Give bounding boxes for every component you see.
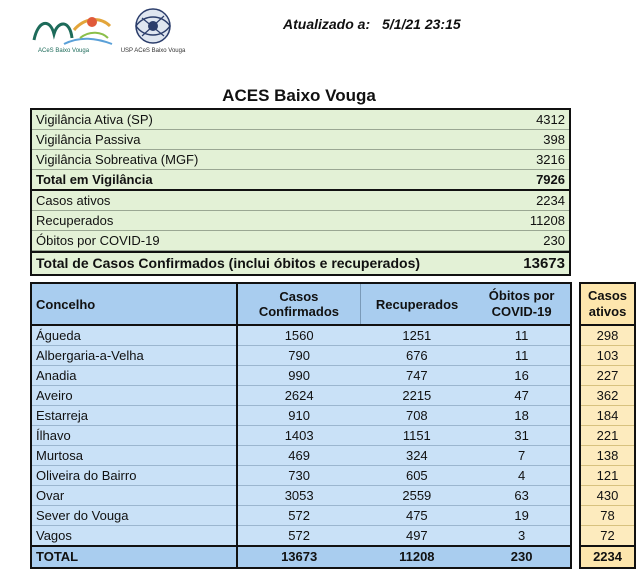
cell-obitos: 16 xyxy=(474,366,571,386)
summary-label: Vigilância Sobreativa (MGF) xyxy=(36,152,199,167)
total-obitos: 230 xyxy=(474,546,571,568)
summary-value: 2234 xyxy=(536,193,565,208)
summary-label: Óbitos por COVID-19 xyxy=(36,233,160,248)
summary-row xyxy=(32,191,569,211)
summary-row xyxy=(32,231,569,251)
cell-obitos: 47 xyxy=(474,386,571,406)
cell-confirmados: 990 xyxy=(237,366,360,386)
cell-ativos: 121 xyxy=(580,466,635,486)
cell-obitos: 11 xyxy=(474,346,571,366)
col-header-recuperados: Recuperados xyxy=(360,283,474,325)
cell-confirmados: 469 xyxy=(237,446,360,466)
table-row xyxy=(31,486,635,506)
cell-concelho: Estarreja xyxy=(31,406,237,426)
cell-recuperados: 497 xyxy=(360,526,474,547)
table-row xyxy=(31,325,635,346)
column-gap xyxy=(571,346,580,366)
table-row xyxy=(31,346,635,366)
summary-value: 230 xyxy=(543,233,565,248)
summary-value: 11208 xyxy=(529,213,565,228)
table-row xyxy=(31,446,635,466)
table-header-row xyxy=(31,283,635,325)
cell-obitos: 18 xyxy=(474,406,571,426)
cell-concelho: Sever do Vouga xyxy=(31,506,237,526)
cell-recuperados: 1151 xyxy=(360,426,474,446)
table-row xyxy=(31,526,635,547)
summary-row-total-confirmed xyxy=(32,251,569,274)
table-row xyxy=(31,366,635,386)
summary-value: 398 xyxy=(543,132,565,147)
updated-label: Atualizado a: xyxy=(283,16,371,32)
column-gap xyxy=(571,366,580,386)
cell-ativos: 298 xyxy=(580,325,635,346)
cell-ativos: 227 xyxy=(580,366,635,386)
col-header-ativos-line2: ativos xyxy=(588,304,627,319)
cell-ativos: 362 xyxy=(580,386,635,406)
usp-logo-text: USP ACeS Baixo Vouga xyxy=(120,48,186,54)
table-row xyxy=(31,506,635,526)
municipality-table xyxy=(30,282,636,569)
col-header-obitos xyxy=(474,283,571,325)
cell-confirmados: 3053 xyxy=(237,486,360,506)
column-gap xyxy=(571,466,580,486)
cell-recuperados: 2559 xyxy=(360,486,474,506)
summary-row xyxy=(32,150,569,170)
cell-obitos: 11 xyxy=(474,325,571,346)
cell-confirmados: 572 xyxy=(237,506,360,526)
cell-confirmados: 2624 xyxy=(237,386,360,406)
cell-recuperados: 475 xyxy=(360,506,474,526)
table-row xyxy=(31,426,635,446)
summary-row xyxy=(32,110,569,130)
summary-label: Vigilância Ativa (SP) xyxy=(36,112,153,127)
summary-label: Vigilância Passiva xyxy=(36,132,141,147)
cell-recuperados: 324 xyxy=(360,446,474,466)
aces-logo xyxy=(24,8,120,56)
cell-ativos: 184 xyxy=(580,406,635,426)
cell-concelho: Ílhavo xyxy=(31,426,237,446)
col-header-ativos xyxy=(580,283,635,325)
cell-concelho: Murtosa xyxy=(31,446,237,466)
col-header-ativos-line1: Casos xyxy=(588,288,628,303)
cell-ativos: 138 xyxy=(580,446,635,466)
column-gap xyxy=(571,486,580,506)
cell-confirmados: 730 xyxy=(237,466,360,486)
cell-confirmados: 572 xyxy=(237,526,360,547)
cell-concelho: Vagos xyxy=(31,526,237,547)
summary-row xyxy=(32,130,569,150)
cell-recuperados: 2215 xyxy=(360,386,474,406)
summary-label: Total de Casos Confirmados (inclui óbitos e recuperados) xyxy=(36,255,421,271)
cell-recuperados: 676 xyxy=(360,346,474,366)
column-gap xyxy=(571,446,580,466)
cell-concelho: Aveiro xyxy=(31,386,237,406)
summary-label: Recuperados xyxy=(36,213,114,228)
cell-obitos: 4 xyxy=(474,466,571,486)
cell-recuperados: 1251 xyxy=(360,325,474,346)
cell-concelho: Águeda xyxy=(31,325,237,346)
surveillance-summary xyxy=(30,108,571,276)
cell-obitos: 7 xyxy=(474,446,571,466)
cell-ativos: 78 xyxy=(580,506,635,526)
column-gap xyxy=(571,426,580,446)
total-recuperados: 11208 xyxy=(360,546,474,568)
cell-confirmados: 790 xyxy=(237,346,360,366)
summary-value: 3216 xyxy=(536,152,565,167)
col-header-confirmados: Casos Confirmados xyxy=(237,283,360,325)
cell-obitos: 19 xyxy=(474,506,571,526)
updated-timestamp xyxy=(283,16,461,32)
summary-value: 13673 xyxy=(523,255,565,272)
column-gap xyxy=(571,283,580,325)
cell-ativos: 221 xyxy=(580,426,635,446)
cell-ativos: 103 xyxy=(580,346,635,366)
col-header-obitos-line1: Óbitos por xyxy=(488,288,555,303)
cell-concelho: Oliveira do Bairro xyxy=(31,466,237,486)
cell-concelho: Ovar xyxy=(31,486,237,506)
column-gap xyxy=(571,506,580,526)
column-gap xyxy=(571,386,580,406)
table-row xyxy=(31,466,635,486)
page-title: ACES Baixo Vouga xyxy=(222,86,376,105)
cell-obitos: 63 xyxy=(474,486,571,506)
col-header-obitos-line2: COVID-19 xyxy=(491,304,552,319)
updated-value: 5/1/21 23:15 xyxy=(382,16,461,32)
column-gap xyxy=(571,325,580,346)
column-gap xyxy=(571,406,580,426)
cell-concelho: Anadia xyxy=(31,366,237,386)
cell-confirmados: 1403 xyxy=(237,426,360,446)
summary-row-total-surveillance xyxy=(32,170,569,191)
total-ativos: 2234 xyxy=(580,546,635,568)
cell-recuperados: 708 xyxy=(360,406,474,426)
summary-label: Casos ativos xyxy=(36,193,111,208)
cell-confirmados: 1560 xyxy=(237,325,360,346)
cell-obitos: 31 xyxy=(474,426,571,446)
summary-label: Total em Vigilância xyxy=(36,172,153,187)
summary-value: 4312 xyxy=(536,112,565,127)
cell-ativos: 72 xyxy=(580,526,635,547)
logo-left-text: ACeS Baixo Vouga xyxy=(38,48,90,54)
column-gap xyxy=(571,526,580,547)
column-gap xyxy=(571,546,580,568)
table-total-row xyxy=(31,546,635,568)
table-row xyxy=(31,406,635,426)
table-row xyxy=(31,386,635,406)
cell-recuperados: 605 xyxy=(360,466,474,486)
summary-row xyxy=(32,211,569,231)
cell-concelho: Albergaria-a-Velha xyxy=(31,346,237,366)
cell-ativos: 430 xyxy=(580,486,635,506)
col-header-concelho: Concelho xyxy=(31,283,237,325)
summary-value: 7926 xyxy=(536,172,565,187)
cell-recuperados: 747 xyxy=(360,366,474,386)
cell-confirmados: 910 xyxy=(237,406,360,426)
total-confirmados: 13673 xyxy=(237,546,360,568)
total-label: TOTAL xyxy=(31,546,237,568)
cell-obitos: 3 xyxy=(474,526,571,547)
